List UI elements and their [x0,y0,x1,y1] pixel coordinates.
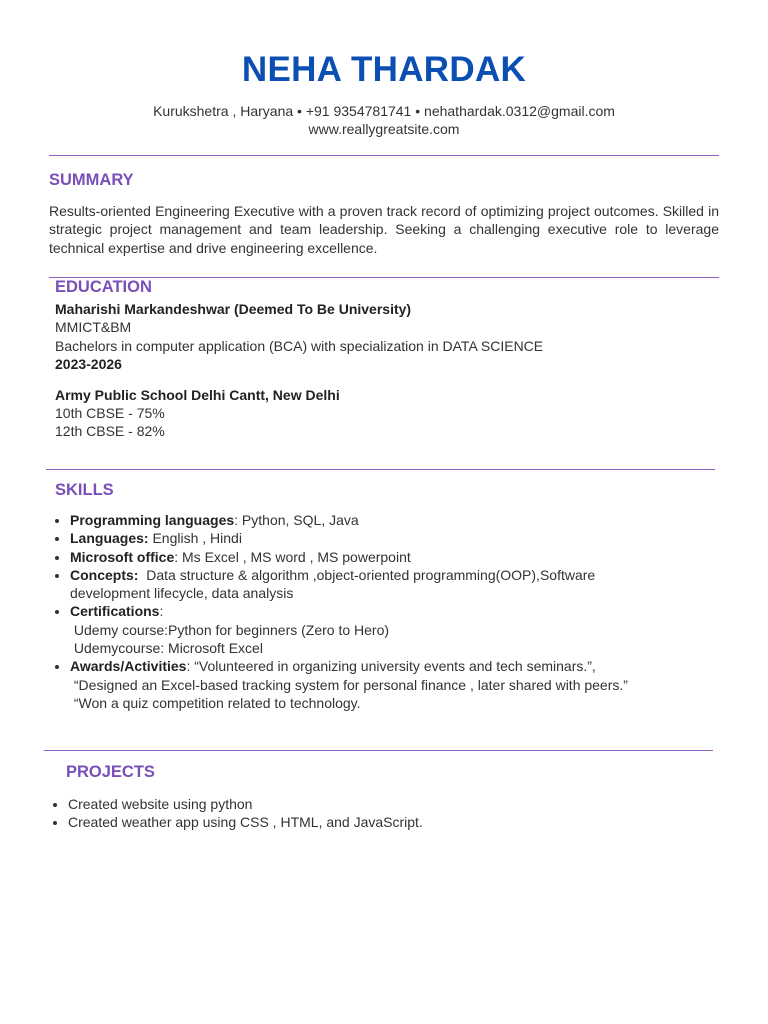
divider [46,469,715,470]
degree: Bachelors in computer application (BCA) with specialization in DATA SCIENCE [55,338,544,354]
separator: • [297,103,302,119]
skill-value: : Python, SQL, Java [234,512,359,528]
result: 12th CBSE - 82% [55,423,165,439]
projects-list [47,795,748,832]
skill-value-continued: development lifecycle, data analysis [70,585,294,602]
years: 2023-2026 [55,356,122,372]
education-heading: EDUCATION [55,278,152,296]
list-item: • Created website using python [68,795,748,813]
email-link[interactable]: nehathardak.0312@gmail.com [424,103,615,119]
separator: • [415,103,421,119]
skills-heading: SKILLS [55,481,114,499]
list-item [70,548,750,566]
skill-label: Concepts: [70,566,139,583]
projects-heading: PROJECTS [66,763,155,781]
list-item [70,529,750,547]
skill-value: Data structure & algorithm ,object-oriented programming(OOP),Software [138,566,596,583]
summary-text: Results-oriented Engineering Executive with a proven track record of optimizing project outcomes. Skilled in strategic project management and team leadership. Seeking a challenging executive role to leverage technical expertise and drive engineering excellence. [49,203,719,256]
certification: Udemy course:Python for beginners (Zero to Hero) [70,621,390,638]
activity: “Won a quiz competition related to technology. [70,694,361,711]
candidate-name: NEHA THARDAK [241,50,527,89]
list-item [70,566,750,603]
skills-list [49,511,750,712]
institution-name: Maharishi Markandeshwar (Deemed To Be University) [55,301,412,317]
list-item [70,657,750,712]
activity: “Designed an Excel-based tracking system for personal finance , later shared with peers.” [70,676,628,693]
skill-value: : [159,603,164,620]
website-link[interactable]: www.reallygreatsite.com [308,121,460,137]
summary-heading: SUMMARY [49,171,134,189]
skill-label: Microsoft office [70,548,175,565]
divider [44,750,713,751]
contact-line [0,103,768,119]
list-item [70,602,750,657]
skill-label: Languages: [70,530,149,547]
skill-value: : Ms Excel , MS word , MS powerpoint [174,548,411,565]
department: MMICT&BM [55,319,132,335]
phone: +91 9354781741 [305,103,412,119]
skill-value: English , Hindi [148,530,242,547]
institution-name: Army Public School Delhi Cantt, New Delhi [55,387,340,403]
list-item [70,511,750,529]
location: Kurukshetra , Haryana [153,103,294,119]
list-item: • Created weather app using CSS , HTML, and JavaScript. [68,813,748,831]
result: 10th CBSE - 75% [55,405,165,421]
skill-value: : “Volunteered in organizing university events and tech seminars.”, [186,658,596,675]
divider [49,155,719,156]
certification: Udemycourse: Microsoft Excel [70,640,263,657]
skill-label: Programming languages [70,512,235,528]
skill-label: Awards/Activities [70,658,187,675]
skill-label: Certifications [70,603,160,620]
